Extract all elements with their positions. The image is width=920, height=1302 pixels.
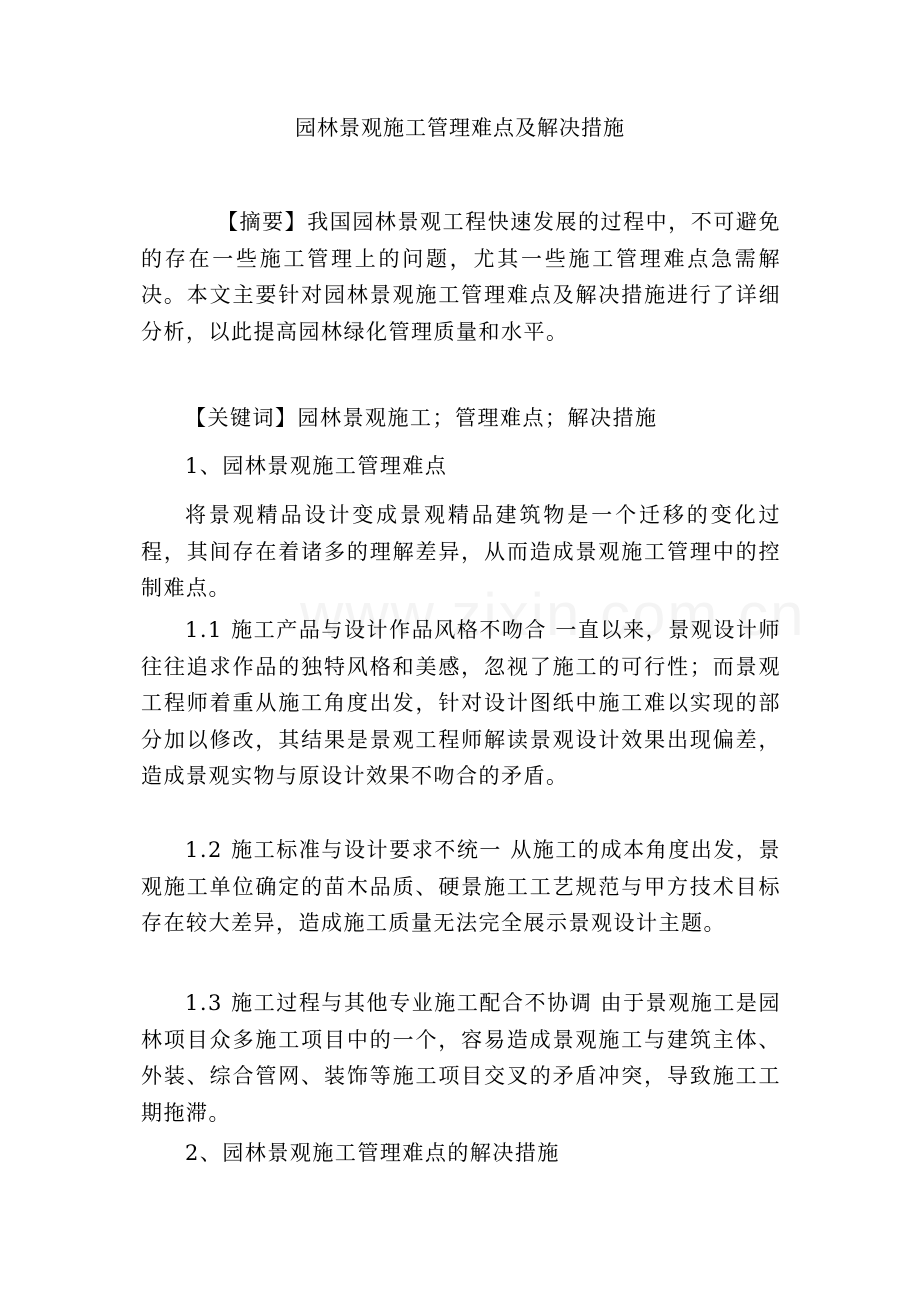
paragraph-1-1: 1.1 施工产品与设计作品风格不吻合 一直以来，景观设计师往往追求作品的独特风格和美感，忽视了施工的可行性；而景观工程师着重从施工角度出发，针对设计图纸中施工难以实现的部分加以修改，其结果是景观工程师解读景观设计效果出现偏差，造成景观实物与原设计效果不吻合的矛盾。	[141, 618, 781, 788]
paragraph-1-3: 1.3 施工过程与其他专业施工配合不协调 由于景观施工是园林项目众多施工项目中的一个，容易造成景观施工与建筑主体、外装、综合管网、装饰等施工项目交叉的矛盾冲突，导致施工工期拖滞。	[141, 991, 781, 1125]
section-1-heading: 1、园林景观施工管理难点	[185, 454, 448, 478]
section-2-heading: 2、园林景观施工管理难点的解决措施	[185, 1141, 560, 1165]
abstract-paragraph: 【摘要】我国园林景观工程快速发展的过程中，不可避免的存在一些施工管理上的问题，尤其一些施工管理难点急需解决。本文主要针对园林景观施工管理难点及解决措施进行了详细分析，以此提高园林绿化管理质量和水平。	[141, 210, 781, 344]
section-1-intro: 将景观精品设计变成景观精品建筑物是一个迁移的变化过程，其间存在着诸多的理解差异，从而造成景观施工管理中的控制难点。	[141, 503, 781, 600]
keywords-line: 【关键词】园林景观施工；管理难点；解决措施	[185, 406, 658, 430]
paragraph-1-2: 1.2 施工标准与设计要求不统一 从施工的成本角度出发，景观施工单位确定的苗木品质、硬景施工工艺规范与甲方技术目标存在较大差异，造成施工质量无法完全展示景观设计主题。	[141, 838, 781, 935]
document-title: 园林景观施工管理难点及解决措施	[295, 116, 625, 140]
